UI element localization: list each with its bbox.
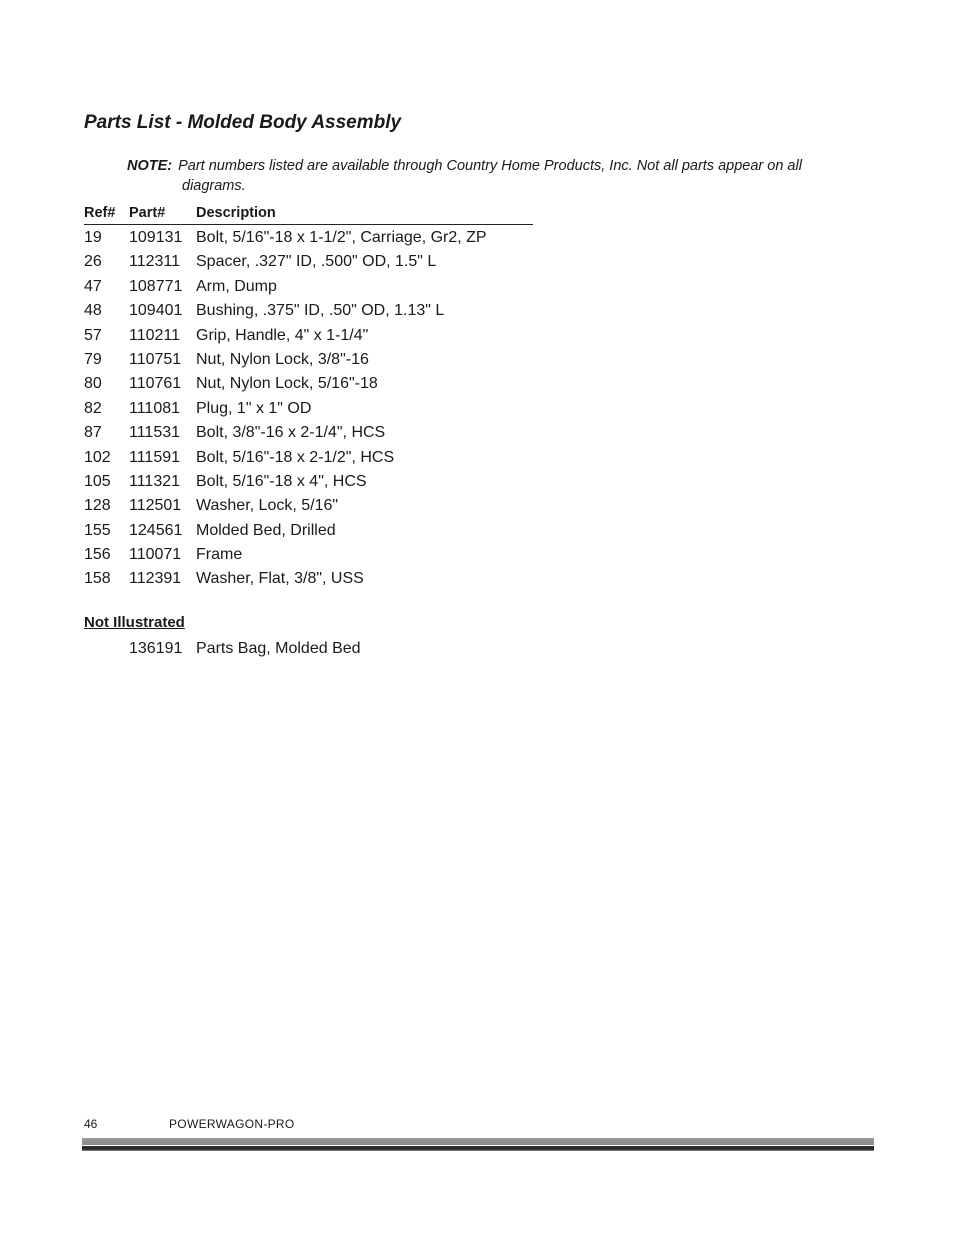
page-title: Parts List - Molded Body Assembly: [84, 112, 402, 133]
ref-number: 155: [84, 521, 111, 539]
part-description: Bolt, 5/16"-18 x 1-1/2", Carriage, Gr2, ZP: [196, 229, 487, 246]
part-number: 112311: [129, 253, 181, 271]
table-row: [84, 423, 684, 447]
part-number: 111591: [129, 448, 181, 466]
ref-number: 158: [84, 570, 111, 588]
part-number: 111321: [129, 472, 181, 490]
part-number: 109401: [129, 302, 183, 320]
note-text-line1: Part numbers listed are available through Country Home Products, Inc. Not all parts appear on all: [178, 158, 802, 174]
part-description: Arm, Dump: [196, 277, 277, 295]
part-description: Nut, Nylon Lock, 3/8"-16: [196, 350, 369, 368]
ref-number: 156: [84, 546, 111, 564]
table-row: [84, 545, 684, 569]
footer-rule: [82, 1138, 874, 1151]
part-description: Bolt, 5/16"-18 x 2-1/2", HCS: [196, 448, 395, 466]
part-description: Parts Bag, Molded Bed: [196, 640, 361, 657]
ref-number: 19: [84, 229, 102, 246]
part-description: Frame: [196, 546, 243, 564]
part-number: 110761: [129, 375, 182, 393]
table-row: [84, 399, 684, 423]
header-part: Part#: [129, 205, 166, 221]
note-text-line2: diagrams.: [182, 178, 246, 194]
part-description: Washer, Lock, 5/16": [196, 497, 339, 515]
ref-number: 48: [84, 302, 102, 320]
ref-number: 57: [84, 326, 102, 344]
part-number: 136191: [129, 640, 183, 657]
part-number: 112501: [129, 497, 182, 515]
note-label: NOTE:: [127, 158, 173, 174]
part-description: Bushing, .375" ID, .50" OD, 1.13" L: [196, 302, 445, 320]
table-row: [84, 521, 684, 545]
part-description: Plug, 1" x 1" OD: [196, 399, 312, 417]
part-description: Bolt, 3/8"-16 x 2-1/4", HCS: [196, 424, 386, 442]
table-row: [84, 472, 684, 496]
part-number: 124561: [129, 521, 183, 539]
part-number: 108771: [129, 277, 183, 295]
table-row: [84, 496, 684, 520]
ref-number: 82: [84, 399, 102, 417]
part-number: 110071: [129, 546, 182, 564]
table-row: [84, 569, 684, 593]
part-number: 110751: [129, 350, 182, 368]
footer-doc-title: POWERWAGON-PRO: [169, 1117, 295, 1131]
part-number: 110211: [129, 326, 181, 344]
not-illustrated-heading: Not Illustrated: [84, 614, 185, 631]
ref-number: 79: [84, 350, 102, 368]
note: [127, 156, 847, 196]
part-number: 111081: [129, 399, 181, 417]
ref-number: 105: [84, 472, 111, 490]
table-row: [84, 301, 684, 325]
part-number: 109131: [129, 229, 183, 246]
header-description: Description: [196, 205, 276, 221]
parts-table-body: [84, 228, 684, 594]
table-row: [84, 326, 684, 350]
table-row: [84, 252, 684, 276]
part-number: 112391: [129, 570, 182, 588]
part-description: Grip, Handle, 4" x 1-1/4": [196, 326, 369, 344]
not-illustrated-row: [84, 639, 684, 661]
part-description: Bolt, 5/16"-18 x 4", HCS: [196, 472, 367, 490]
table-row: [84, 350, 684, 374]
parts-table-header: [84, 205, 533, 225]
ref-number: 26: [84, 253, 102, 271]
table-row: [84, 374, 684, 398]
ref-number: 128: [84, 497, 111, 515]
part-number: 111531: [129, 424, 181, 442]
ref-number: 102: [84, 448, 111, 466]
part-description: Nut, Nylon Lock, 5/16"-18: [196, 375, 378, 393]
table-row: [84, 448, 684, 472]
table-row: [84, 277, 684, 301]
part-description: Molded Bed, Drilled: [196, 521, 336, 539]
part-description: Spacer, .327" ID, .500" OD, 1.5" L: [196, 253, 437, 271]
part-description: Washer, Flat, 3/8", USS: [196, 570, 364, 588]
ref-number: 87: [84, 424, 102, 442]
ref-number: 80: [84, 375, 102, 393]
header-ref: Ref#: [84, 205, 116, 221]
table-row: [84, 228, 684, 252]
page-number: 46: [84, 1117, 98, 1131]
ref-number: 47: [84, 277, 102, 295]
